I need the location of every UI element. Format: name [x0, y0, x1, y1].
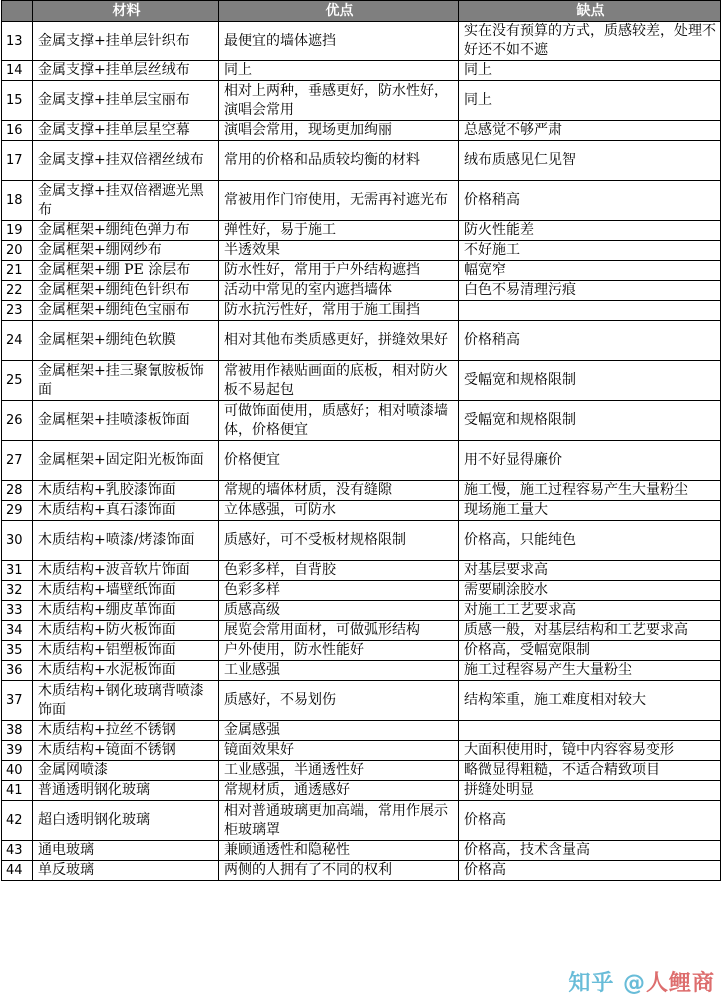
materials-table — [1, 0, 721, 881]
cell-num: 14 — [2, 61, 33, 81]
table-row — [2, 761, 721, 781]
cell-cons: 需要刷涂胶水 — [459, 581, 721, 601]
cell-cons: 价格稍高 — [459, 321, 721, 361]
table-row — [2, 581, 721, 601]
cell-pros: 相对上两种，垂感更好，防水性好，演唱会常用 — [219, 81, 459, 121]
cell-pros: 两侧的人拥有了不同的权利 — [219, 861, 459, 881]
table-row — [2, 361, 721, 401]
cell-cons: 拼缝处明显 — [459, 781, 721, 801]
cell-material: 木质结构+水泥板饰面 — [33, 661, 219, 681]
cell-material: 金属支撑+挂单层针织布 — [33, 22, 219, 61]
cell-material: 金属支撑+挂双倍褶丝绒布 — [33, 141, 219, 181]
cell-material: 木质结构+铝塑板饰面 — [33, 641, 219, 661]
cell-num: 39 — [2, 741, 33, 761]
cell-cons: 同上 — [459, 61, 721, 81]
watermark-text-a: 知乎 @ — [568, 971, 646, 996]
cell-cons: 施工过程容易产生大量粉尘 — [459, 661, 721, 681]
cell-pros: 金属感强 — [219, 721, 459, 741]
cell-cons: 现场施工量大 — [459, 501, 721, 521]
cell-pros: 工业感强，半通透性好 — [219, 761, 459, 781]
cell-material: 超白透明钢化玻璃 — [33, 801, 219, 841]
table-row — [2, 181, 721, 221]
cell-cons: 质感一般，对基层结构和工艺要求高 — [459, 621, 721, 641]
cell-material: 金属支撑+挂单层宝丽布 — [33, 81, 219, 121]
cell-num: 19 — [2, 221, 33, 241]
cell-pros: 常规材质，通透感好 — [219, 781, 459, 801]
cell-num: 20 — [2, 241, 33, 261]
cell-pros: 防水抗污性好，常用于施工围挡 — [219, 301, 459, 321]
table-row — [2, 61, 721, 81]
cell-num: 22 — [2, 281, 33, 301]
cell-material: 普通透明钢化玻璃 — [33, 781, 219, 801]
cell-material: 金属框架+挂喷漆板饰面 — [33, 401, 219, 441]
cell-pros: 立体感强，可防水 — [219, 501, 459, 521]
cell-cons: 对施工工艺要求高 — [459, 601, 721, 621]
cell-pros: 常被用作裱贴画面的底板，相对防火板不易起包 — [219, 361, 459, 401]
cell-pros: 镜面效果好 — [219, 741, 459, 761]
cell-pros: 质感高级 — [219, 601, 459, 621]
table-row — [2, 441, 721, 481]
cell-cons: 价格高 — [459, 861, 721, 881]
cell-material: 金属框架+绷纯色宝丽布 — [33, 301, 219, 321]
cell-material: 金属支撑+挂单层星空幕 — [33, 121, 219, 141]
cell-num: 44 — [2, 861, 33, 881]
table-row — [2, 81, 721, 121]
cell-cons: 价格高 — [459, 801, 721, 841]
cell-cons: 价格高，受幅宽限制 — [459, 641, 721, 661]
cell-pros: 展览会常用面材，可做弧形结构 — [219, 621, 459, 641]
cell-cons: 大面积使用时，镜中内容容易变形 — [459, 741, 721, 761]
cell-material: 木质结构+墙壁纸饰面 — [33, 581, 219, 601]
header-cons: 缺点 — [459, 1, 721, 22]
cell-cons: 价格稍高 — [459, 181, 721, 221]
cell-pros: 质感好，可不受板材规格限制 — [219, 521, 459, 561]
cell-pros: 弹性好，易于施工 — [219, 221, 459, 241]
cell-material: 金属框架+挂三聚氰胺板饰面 — [33, 361, 219, 401]
table-row — [2, 661, 721, 681]
watermark-text-b: 人鲤商 — [645, 971, 715, 996]
cell-num: 23 — [2, 301, 33, 321]
cell-num: 41 — [2, 781, 33, 801]
table-row — [2, 601, 721, 621]
cell-cons — [459, 721, 721, 741]
table-row — [2, 121, 721, 141]
cell-num: 28 — [2, 481, 33, 501]
cell-pros: 活动中常见的室内遮挡墙体 — [219, 281, 459, 301]
cell-num: 25 — [2, 361, 33, 401]
cell-num: 24 — [2, 321, 33, 361]
table-row — [2, 281, 721, 301]
cell-pros: 最便宜的墙体遮挡 — [219, 22, 459, 61]
header-material: 材料 — [33, 1, 219, 22]
table-row — [2, 621, 721, 641]
cell-num: 13 — [2, 22, 33, 61]
cell-cons: 略微显得粗糙，不适合精致项目 — [459, 761, 721, 781]
cell-num: 27 — [2, 441, 33, 481]
cell-pros: 常规的墙体材质，没有缝隙 — [219, 481, 459, 501]
cell-pros: 相对普通玻璃更加高端，常用作展示柜玻璃罩 — [219, 801, 459, 841]
cell-num: 40 — [2, 761, 33, 781]
cell-pros: 相对其他布类质感更好，拼缝效果好 — [219, 321, 459, 361]
cell-cons — [459, 301, 721, 321]
cell-material: 金属框架+绷 PE 涂层布 — [33, 261, 219, 281]
cell-cons: 受幅宽和规格限制 — [459, 401, 721, 441]
header-num — [2, 1, 33, 22]
cell-num: 32 — [2, 581, 33, 601]
cell-cons: 幅宽窄 — [459, 261, 721, 281]
header-pros: 优点 — [219, 1, 459, 22]
cell-pros: 兼顾通透性和隐秘性 — [219, 841, 459, 861]
cell-pros: 色彩多样，自背胶 — [219, 561, 459, 581]
cell-num: 18 — [2, 181, 33, 221]
cell-material: 木质结构+喷漆/烤漆饰面 — [33, 521, 219, 561]
cell-material: 木质结构+真石漆饰面 — [33, 501, 219, 521]
cell-material: 金属框架+绷纯色弹力布 — [33, 221, 219, 241]
cell-material: 单反玻璃 — [33, 861, 219, 881]
cell-cons: 对基层要求高 — [459, 561, 721, 581]
table-row — [2, 561, 721, 581]
cell-num: 30 — [2, 521, 33, 561]
watermark — [568, 966, 715, 997]
table-row — [2, 141, 721, 181]
cell-pros: 半透效果 — [219, 241, 459, 261]
table-row — [2, 401, 721, 441]
cell-num: 43 — [2, 841, 33, 861]
cell-pros: 工业感强 — [219, 661, 459, 681]
cell-material: 金属支撑+挂双倍褶遮光黑布 — [33, 181, 219, 221]
cell-material: 木质结构+钢化玻璃背喷漆饰面 — [33, 681, 219, 721]
cell-cons: 同上 — [459, 81, 721, 121]
table-row — [2, 481, 721, 501]
table-row — [2, 301, 721, 321]
cell-material: 金属框架+固定阳光板饰面 — [33, 441, 219, 481]
cell-material: 木质结构+拉丝不锈钢 — [33, 721, 219, 741]
cell-pros: 户外使用，防水性能好 — [219, 641, 459, 661]
cell-num: 37 — [2, 681, 33, 721]
cell-material: 木质结构+绷皮革饰面 — [33, 601, 219, 621]
table-row — [2, 861, 721, 881]
table-row — [2, 501, 721, 521]
cell-num: 15 — [2, 81, 33, 121]
cell-cons: 总感觉不够严肃 — [459, 121, 721, 141]
table-row — [2, 681, 721, 721]
cell-pros: 演唱会常用，现场更加绚丽 — [219, 121, 459, 141]
cell-num: 31 — [2, 561, 33, 581]
cell-cons: 价格高，技术含量高 — [459, 841, 721, 861]
cell-pros: 价格便宜 — [219, 441, 459, 481]
header-row — [2, 1, 721, 22]
cell-cons: 结构笨重，施工难度相对较大 — [459, 681, 721, 721]
table-row — [2, 841, 721, 861]
cell-cons: 受幅宽和规格限制 — [459, 361, 721, 401]
table-row — [2, 22, 721, 61]
table-row — [2, 641, 721, 661]
table-row — [2, 781, 721, 801]
cell-pros: 色彩多样 — [219, 581, 459, 601]
cell-material: 金属支撑+挂单层丝绒布 — [33, 61, 219, 81]
cell-material: 木质结构+波音软片饰面 — [33, 561, 219, 581]
cell-material: 金属网喷漆 — [33, 761, 219, 781]
cell-num: 36 — [2, 661, 33, 681]
table-row — [2, 721, 721, 741]
cell-cons: 实在没有预算的方式，质感较差，处理不好还不如不遮 — [459, 22, 721, 61]
table-row — [2, 741, 721, 761]
cell-material: 木质结构+乳胶漆饰面 — [33, 481, 219, 501]
table-body — [2, 22, 721, 881]
cell-pros: 防水性好，常用于户外结构遮挡 — [219, 261, 459, 281]
cell-material: 通电玻璃 — [33, 841, 219, 861]
cell-num: 42 — [2, 801, 33, 841]
table-row — [2, 221, 721, 241]
table-row — [2, 241, 721, 261]
cell-pros: 常用的价格和品质较均衡的材料 — [219, 141, 459, 181]
cell-pros: 同上 — [219, 61, 459, 81]
cell-num: 16 — [2, 121, 33, 141]
cell-material: 木质结构+镜面不锈钢 — [33, 741, 219, 761]
cell-num: 29 — [2, 501, 33, 521]
cell-num: 21 — [2, 261, 33, 281]
cell-pros: 质感好，不易划伤 — [219, 681, 459, 721]
table-row — [2, 521, 721, 561]
cell-num: 38 — [2, 721, 33, 741]
cell-pros: 常被用作门帘使用，无需再衬遮光布 — [219, 181, 459, 221]
cell-cons: 白色不易清理污痕 — [459, 281, 721, 301]
table-row — [2, 261, 721, 281]
cell-num: 34 — [2, 621, 33, 641]
cell-cons: 防火性能差 — [459, 221, 721, 241]
cell-material: 金属框架+绷纯色软膜 — [33, 321, 219, 361]
cell-material: 金属框架+绷网纱布 — [33, 241, 219, 261]
cell-pros: 可做饰面使用，质感好；相对喷漆墙体，价格便宜 — [219, 401, 459, 441]
cell-num: 33 — [2, 601, 33, 621]
cell-num: 26 — [2, 401, 33, 441]
cell-cons: 价格高，只能纯色 — [459, 521, 721, 561]
cell-num: 17 — [2, 141, 33, 181]
cell-material: 金属框架+绷纯色针织布 — [33, 281, 219, 301]
cell-cons: 施工慢，施工过程容易产生大量粉尘 — [459, 481, 721, 501]
table-row — [2, 801, 721, 841]
cell-num: 35 — [2, 641, 33, 661]
cell-cons: 用不好显得廉价 — [459, 441, 721, 481]
cell-cons: 不好施工 — [459, 241, 721, 261]
table-row — [2, 321, 721, 361]
cell-material: 木质结构+防火板饰面 — [33, 621, 219, 641]
cell-cons: 绒布质感见仁见智 — [459, 141, 721, 181]
